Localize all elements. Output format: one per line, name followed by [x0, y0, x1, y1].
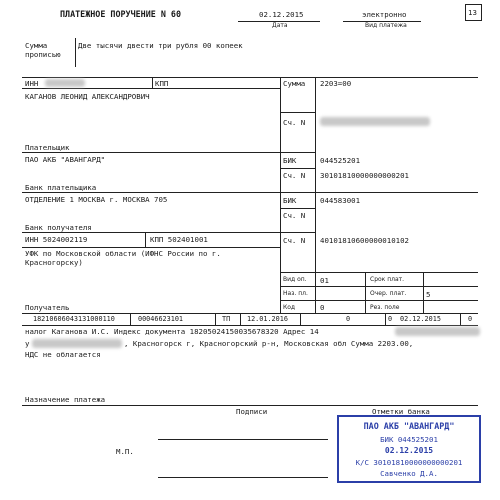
redacted-payer-account [320, 117, 430, 126]
purpose-line1: налог Каганова И.С. Индекс документа 18205024150035678320 Адрес 14 [25, 327, 319, 336]
payee-bank-bik-label: БИК [283, 196, 297, 205]
payer-kpp-label: КПП [155, 79, 169, 88]
grid-line [152, 77, 153, 88]
payer-account-label: Сч. N [283, 118, 306, 127]
signature-line [158, 439, 328, 440]
grid-line [280, 300, 478, 301]
code-value: 0 [320, 303, 325, 312]
amount-words-value: Две тысячи двести три рубля 00 копеек [78, 41, 243, 50]
payee-inn: ИНН 5024002119 [25, 235, 88, 244]
grid-line [385, 313, 386, 325]
grid-line [280, 286, 478, 287]
payee-account-label: Сч. N [283, 236, 306, 245]
stamp-bank-name: ПАО АКБ "АВАНГАРД" [363, 421, 455, 431]
stamp-person: Савченко Д.А. [380, 469, 438, 478]
purpose-line2-end: , Красногорск г, Красногорский р-н, Московская обл Сумма 2203.00, [124, 339, 414, 348]
payee-name-line2: Красногорску) [25, 258, 83, 267]
grid-line [240, 313, 241, 325]
grid-line [22, 313, 478, 314]
bank-marks-label: Отметки банка [372, 407, 430, 416]
grid-line [22, 192, 478, 193]
grid-line [365, 272, 366, 313]
purpose-line2-start: у [25, 339, 30, 348]
document-date: 02.12.2015 [259, 10, 304, 19]
payee-kpp: КПП 502401001 [150, 235, 208, 244]
grid-line [280, 272, 478, 273]
grid-line [22, 77, 478, 78]
amount-value: 2203=00 [320, 79, 352, 88]
code-label: Код [283, 304, 296, 311]
op-type-label: Вид оп. [283, 276, 307, 283]
redacted-address [395, 327, 480, 336]
payee-name-line1: УФК по Московской области (ИФНС России по г. [25, 249, 221, 258]
payer-inn-label: ИНН [25, 79, 39, 88]
stamp-date: 02.12.2015 [384, 446, 434, 455]
grid-line [145, 232, 146, 247]
order-label: Очер. плат. [370, 290, 407, 297]
grid-line [460, 313, 461, 325]
signature-line [158, 477, 328, 478]
order-value: 5 [426, 290, 431, 299]
op-type-value: 01 [320, 276, 329, 285]
grid-line [22, 325, 478, 326]
stamp-place-label: М.П. [116, 447, 134, 456]
tax-field: 02.12.2015 [400, 315, 441, 323]
payee-bank-bik: 044583001 [320, 196, 361, 205]
grid-line [300, 313, 301, 325]
payment-type-caption: Вид платежа [365, 22, 407, 29]
stamp-corr-account: К/С 30101810000000000201 [355, 458, 463, 467]
grid-line [423, 272, 424, 313]
tax-field: 12.01.2016 [247, 315, 288, 323]
grid-line [215, 313, 216, 325]
purpose-caption: Назначение платежа [25, 395, 106, 404]
grid-line [22, 232, 315, 233]
grid-line [22, 152, 315, 153]
tax-field: 00046623101 [138, 315, 184, 323]
date-caption: Дата [272, 22, 288, 29]
amount-label: Сумма [283, 79, 306, 88]
payment-type: электронно [362, 10, 407, 19]
amount-words-label: Сумма [25, 41, 48, 50]
grid-line [130, 313, 131, 325]
redacted-inn [45, 79, 85, 87]
payer-bank-bik-label: БИК [283, 156, 297, 165]
amount-words-label-2: прописью [25, 50, 61, 59]
payer-bank-caption: Банк плательщика [25, 183, 97, 192]
payer-bank-name: ПАО АКБ "АВАНГАРД" [25, 155, 106, 164]
redacted-street [32, 339, 122, 348]
tax-field: 0 [388, 315, 393, 323]
payer-caption: Плательщик [25, 143, 70, 152]
document-title: ПЛАТЕЖНОЕ ПОРУЧЕНИЕ N 60 [60, 9, 182, 19]
tax-field: 0 [346, 315, 351, 323]
purpose-divider [22, 405, 478, 406]
grid-line [315, 77, 316, 313]
amount-words-divider [75, 38, 76, 67]
bank-stamp [337, 415, 481, 483]
payer-bank-bik: 044525201 [320, 156, 361, 165]
purpose-code-label: Наз. пл. [283, 290, 308, 297]
signatures-label: Подписи [236, 407, 268, 416]
payee-bank-caption: Банк получателя [25, 223, 92, 232]
payer-name: КАГАНОВ ЛЕОНИД АЛЕКСАНДРОВИЧ [25, 92, 150, 101]
grid-line [280, 112, 315, 113]
grid-line [22, 247, 280, 248]
due-date-label: Срок плат. [370, 276, 405, 283]
stamp-bik: БИК 044525201 [380, 435, 438, 444]
tax-field: ТП [222, 315, 231, 323]
payee-bank-account-label: Сч. N [283, 211, 306, 220]
grid-line [280, 208, 315, 209]
grid-line [280, 168, 315, 169]
payee-bank-name: ОТДЕЛЕНИЕ 1 МОСКВА г. МОСКВА 705 [25, 195, 168, 204]
payee-account: 40101810600000010102 [320, 236, 409, 245]
form-code: 13 [468, 8, 477, 17]
purpose-line3: НДС не облагается [25, 350, 101, 359]
tax-field: 18210606043131000110 [33, 315, 115, 323]
reserve-label: Рез. поле [370, 304, 400, 311]
payer-bank-account-label: Сч. N [283, 171, 306, 180]
tax-field: 0 [468, 315, 473, 323]
grid-line [22, 88, 280, 89]
payee-caption: Получатель [25, 303, 70, 312]
payer-bank-corr-account: 30101810000000000201 [320, 171, 409, 180]
